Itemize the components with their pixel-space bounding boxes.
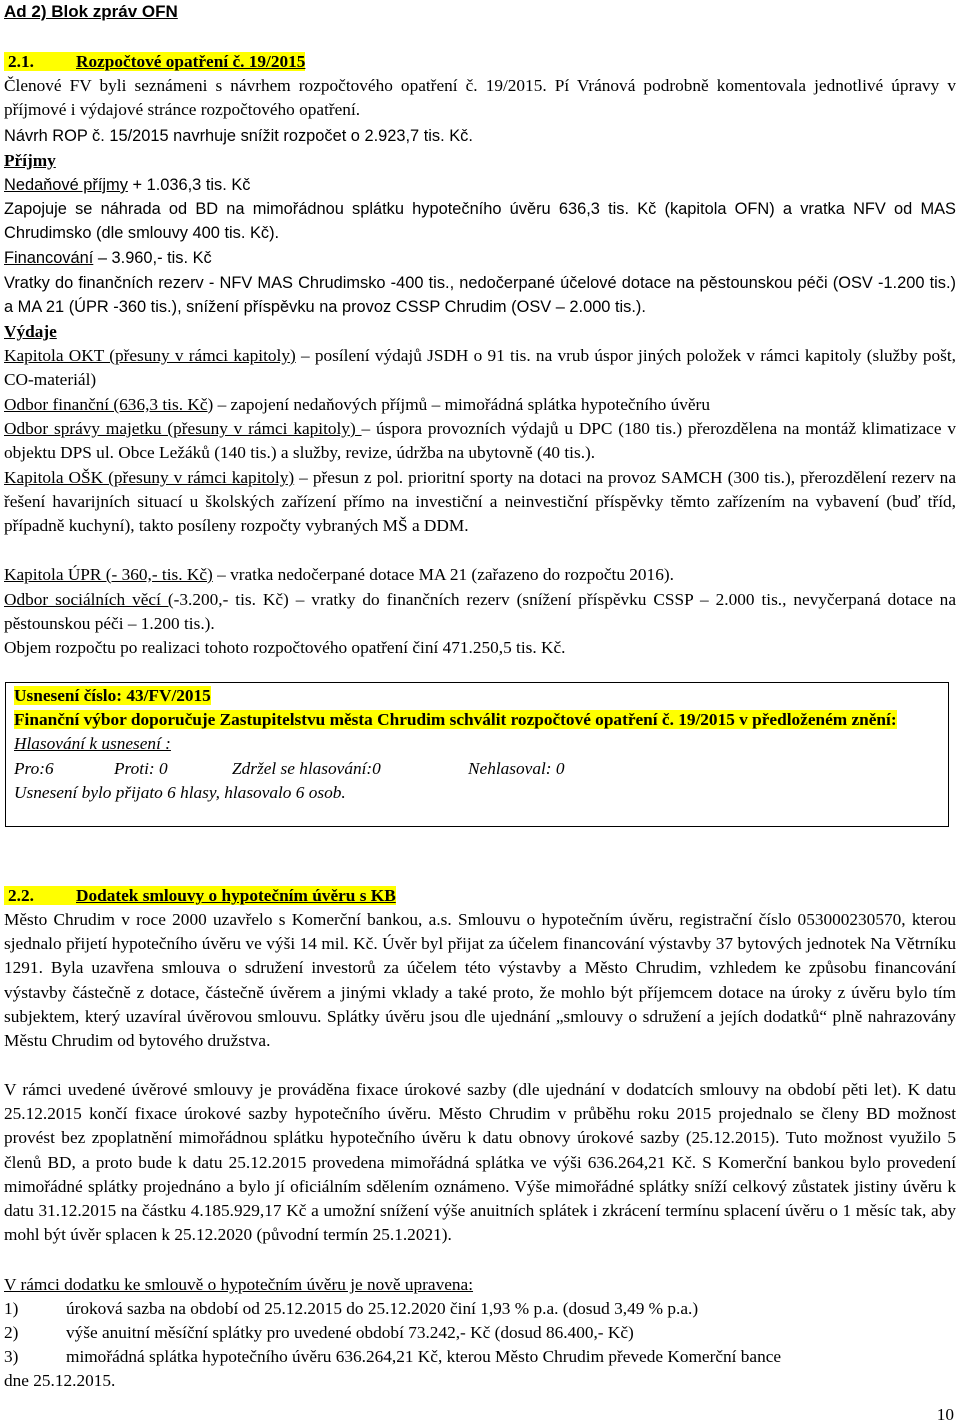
section-2-paragraph-1: Město Chrudim v roce 2000 uzavřelo s Komerční bankou, a.s. Smlouvu o hypotečním úvěru, registrační číslo 053000230570, kterou sjednalo přijetí hypotečního úvěru ve výši 14 mil. Kč. Úvěr byl přijat za účelem financování výstavby 37 bytových jednotek Na Větrníku 1291. Byla uzavřena smlouva o sdružení investorů za účelem této výstavby a Město Chrudim, vzhledem ke způsobu financování výstavby částečně z dotace, částečně úvěrem a jinými vklady a také proto, že mohlo být příjemcem dotace na úroky z úvěru bylo tím subjektem, který uzavíral úvěrovou smlouvu. Splátky úvěru jsou dle ujednání „smlouvy o sdružení a jejích dodatků“ plně nahrazovány Městu Chrudim od bytového družstva.	[4, 910, 956, 1051]
list-item	[4, 1321, 956, 1345]
section-1-title: Rozpočtové opatření č. 19/2015	[76, 52, 306, 71]
osv-paragraph	[4, 588, 956, 636]
vote-proti: Proti: 0	[114, 758, 168, 778]
list-item-continuation: dne 25.12.2015.	[4, 1371, 116, 1390]
osk-label: Kapitola OŠK (přesuny v rámci kapitoly)	[4, 468, 295, 487]
ofn-paragraph	[4, 393, 956, 417]
upr-label: Kapitola ÚPR (- 360,- tis. Kč)	[4, 565, 213, 584]
resolution-result: Usnesení bylo přijato 6 hlasy, hlasovalo 6 osob.	[14, 782, 346, 802]
osk-text: – přesun z pol. prioritní sporty na dotaci na provoz SAMCH (300 tis.), přerozdělení rezerv na řešení havarijních situací u školských zařízení přímo na investiční a neinvestiční příspěvky těmto zařízením na vybavení (buď tříd, případně kuchyní), takto posíleny rozpočty vybraných MŠ a DDM.	[4, 468, 956, 536]
resolution-text-block	[14, 708, 940, 732]
upr-paragraph	[4, 563, 956, 587]
section-1-heading	[4, 50, 956, 74]
rop-proposal: Návrh ROP č. 15/2015 navrhuje snížit rozpočet o 2.923,7 tis. Kč.	[4, 127, 473, 145]
resolution-text: Finanční výbor doporučuje Zastupitelstvu města Chrudim schválit rozpočtové opatření č. 19/2015 v předloženém znění:	[14, 710, 897, 730]
section-1-intro: Členové FV byli seznámeni s návrhem rozpočtového opatření č. 19/2015. Pí Vránová podrobně komentovala jednotlivé úpravy v příjmové i výdajové stránce rozpočtového opatření.	[4, 76, 956, 120]
section-2-heading-highlight	[4, 886, 396, 905]
list-item	[4, 1297, 956, 1321]
zapojuje-text: Zapojuje se náhrada od BD na mimořádnou splátku hypotečního úvěru 636,3 tis. Kč (kapitola OFN) a vratka NFV od MAS Chrudimsko (dle smlouvy 400 tis. Kč).	[4, 200, 956, 243]
prijmy-heading: Příjmy	[4, 151, 56, 170]
nedanove-value: + 1.036,3 tis. Kč	[127, 176, 251, 194]
list-item-text: úroková sazba na období od 25.12.2015 do 25.12.2020 činí 1,93 % p.a. (dosud 3,49 % p.a.)	[66, 1299, 699, 1318]
vote-zdrzel: Zdržel se hlasování:0	[232, 758, 381, 778]
osv-text: -3.200,- tis. Kč) – vratky do finančních rezerv (snížení příspěvku CSSP – 2.000 tis., nevyčerpaná dotace na pěstounskou péči – 1.200 tis.).	[4, 590, 956, 634]
section-2-heading	[4, 884, 956, 908]
financovani-label: Financování	[4, 249, 94, 267]
okt-paragraph	[4, 344, 956, 392]
financovani-value: – 3.960,- tis. Kč	[93, 249, 212, 267]
financovani-line	[4, 246, 956, 270]
section-2-title: Dodatek smlouvy o hypotečním úvěru s KB	[76, 886, 396, 905]
resolution-number-line	[14, 684, 940, 708]
list-item-text: mimořádná splátka hypotečního úvěru 636.264,21 Kč, kterou Město Chrudim převede Komerční bance	[66, 1347, 782, 1366]
list-item	[4, 1345, 956, 1369]
objem-text: Objem rozpočtu po realizaci tohoto rozpočtového opatření činí 471.250,5 tis. Kč.	[4, 638, 566, 657]
section-1-number: 2.1.	[8, 52, 34, 71]
upr-text: – vratka nedočerpané dotace MA 21 (zařazeno do rozpočtu 2016).	[212, 565, 674, 584]
osm-paragraph	[4, 417, 956, 465]
section-1-heading-highlight	[4, 52, 305, 71]
okt-label: Kapitola OKT (přesuny v rámci kapitoly)	[4, 346, 296, 365]
nedanove-label: Nedaňové příjmy	[4, 176, 128, 194]
list-item-number: 1)	[4, 1299, 19, 1318]
osm-text: – úspora provozních výdajů u DPC (180 tis.) přerozdělena na montáž klimatizace v objektu DPS ul. Obce Ležáků (140 tis.) a služby, revize, údržba na ubytovně (40 tis.).	[4, 419, 956, 463]
nedanove-prijmy-line	[4, 173, 956, 197]
voting-heading: Hlasování k usnesení :	[14, 734, 171, 754]
okt-text: – posílení výdajů JSDH o 91 tis. na vrub úspor jiných položek v rámci kapitoly (služby pošt, CO-materiál)	[4, 346, 956, 390]
page-number: 10	[936, 1405, 954, 1424]
vote-nehlasoval: Nehlasoval: 0	[468, 758, 565, 778]
dodatek-heading: V rámci dodatku ke smlouvě o hypotečním úvěru je nově upravena:	[4, 1275, 474, 1294]
osk-paragraph	[4, 466, 956, 539]
section-2-paragraph-2: V rámci uvedené úvěrové smlouvy je prováděna fixace úrokové sazby (dle ujednání v dodatcích smlouvy na období pěti let). K datu 25.12.2015 končí fixace úrokové sazby hypotečního úvěru. Město Chrudim v průběhu roku 2015 projednalo se členy BD možnost provést bez zpoplatnění mimořádnou splátku hypotečního úvěru k datu obnovy úrokové sazby (25.12.2015). Tuto možnost využilo 5 členů BD, a proto bude k datu 25.12.2015 provedena mimořádná splátka ve výši 636.264,21 Kč. S Komerční bankou bylo provedení mimořádné splátky projednáno a bylo jí oficiálním sdělením oznámeno. Výše mimořádné splátky sníží celkový zůstatek jistiny úvěru k datu 31.12.2015 na částku 4.185.929,17 Kč a umožní snížení výše anuitních splátek i zkrácení termínu splacení úvěru o 1 měsíc tak, aby mohl být úvěr splacen k 25.12.2020 (původní termín 25.1.2021).	[4, 1080, 956, 1245]
resolution-box	[5, 682, 949, 827]
osv-label: Odbor sociálních věcí (	[4, 590, 174, 609]
vratky-text: Vratky do finančních rezerv - NFV MAS Chrudimsko -400 tis., nedočerpané účelové dotace na pěstounskou péči (OSV -1.200 tis.) a MA 21 (ÚPR -360 tis.), snížení příspěvku na provoz CSSP Chrudim (OSV – 2.000 tis.).	[4, 274, 956, 317]
section-2-number: 2.2.	[8, 886, 34, 905]
list-item-number: 3)	[4, 1347, 19, 1366]
vote-pro: Pro:6	[14, 758, 54, 778]
list-item-number: 2)	[4, 1323, 19, 1342]
ofn-text: ) – zapojení nedaňových příjmů – mimořádná splátka hypotečního úvěru	[207, 395, 710, 414]
vydaje-heading: Výdaje	[4, 322, 57, 341]
voting-results	[14, 757, 940, 781]
top-heading: Ad 2) Blok zpráv OFN	[4, 2, 178, 21]
list-item-text: výše anuitní měsíční splátky pro uvedené období 73.242,- Kč (dosud 86.400,- Kč)	[66, 1323, 634, 1342]
ofn-label: Odbor finanční (636,3 tis. Kč	[4, 395, 208, 414]
resolution-number: Usnesení číslo: 43/FV/2015	[14, 686, 211, 705]
osm-label: Odbor správy majetku (přesuny v rámci kapitoly)	[4, 419, 362, 438]
